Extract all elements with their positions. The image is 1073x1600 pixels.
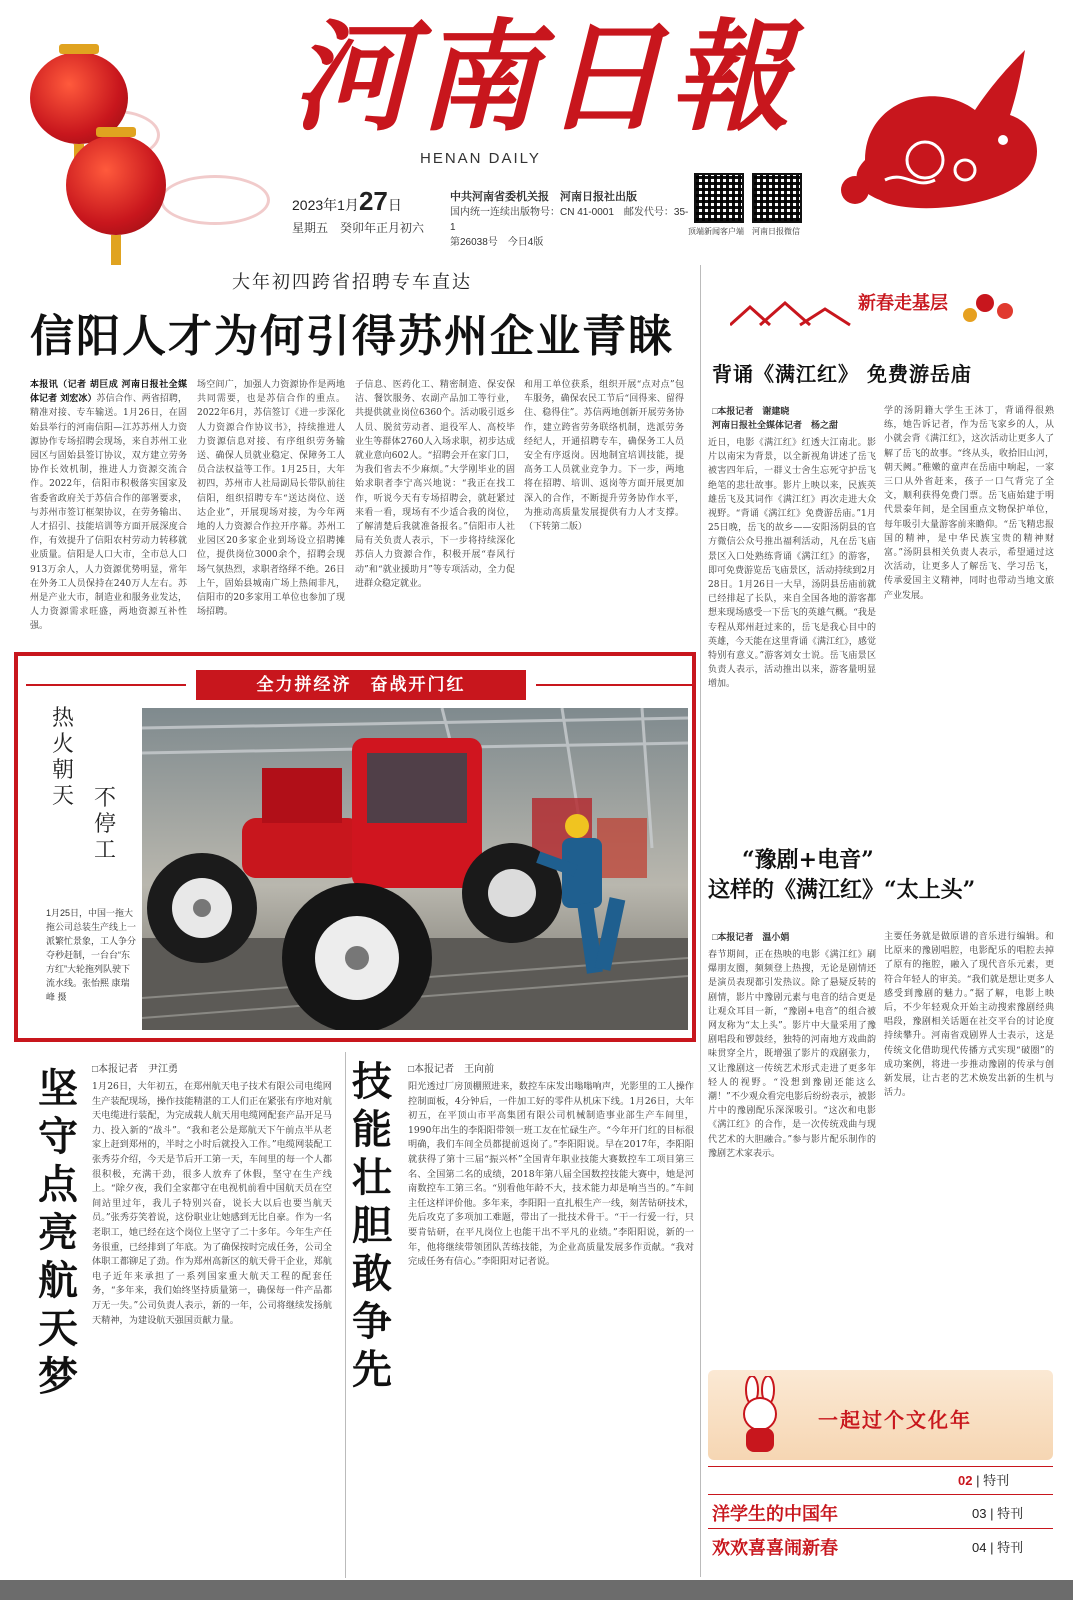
publisher-line: 中共河南省委机关报 河南日报社出版 xyxy=(450,191,637,203)
opera-story-body-col-2: 主要任务就是做原谱的音乐进行编辑。和比原来的豫剧唱腔，电影配乐的唱腔去掉了原有的拖腔，融入了现代音乐元素，更符合年轻人的审美。“我们就是想让更多人感受到豫剧的魅力。”据了解，电影上映后，不少年轻观众开始主动搜索豫剧经典唱段，豫剧相关话题在社交平台的讨论度持续攀升。河南省戏剧界人士表示，这是传统文化借助现代传播方式实现“破圈”的成功案例，将进一步推动豫剧的传承与创新发展，让古老的艺术焕发出新的生机与活力。 xyxy=(884,932,1054,1099)
section-label: 新春走基层 xyxy=(858,293,948,314)
feature-photo-box xyxy=(14,652,696,1042)
page-number: 03 xyxy=(972,1506,987,1521)
page-tag: 特刊 xyxy=(983,1473,1010,1488)
feature-banner: 全力拼经济 奋战开门红 xyxy=(196,670,526,700)
qr-code-icon[interactable] xyxy=(752,173,802,223)
yue-temple-byline: □本报记者 谢建晓 xyxy=(712,406,790,416)
lead-story-column-4: 和用工单位获系，组织开展“点对点”包车服务，确保农民工节后“回得来、留得住、稳得住”。苏信两地创新开展劳务协作，建立跨省劳务联络机制，选派劳务经纪人，开通招聘专车，确保务工人员安全有序返岗。因地制宜培训技能，提高务工人员就业竞争力。下一步，两地将在招聘、培训、返岗等方面开展更加深入的合作，不断提升劳务协作水平，为推动高质量发展提供有力人才支撑。（下转第二版） xyxy=(524,380,684,533)
column-divider xyxy=(345,1052,346,1578)
lead-story-column-3: 子信息、医药化工、精密制造、保安保洁、餐饮服务、农副产品加工等行业，共提供就业岗位6360个。活动吸引返乡人员、脱贫劳动者、退役军人、高校毕业生等群体2760人入场求职，初步达成就业意向602人。“招聘会开在家门口，为我们省去不少麻烦。”大学刚毕业的固始求职者李宁高兴地说：“我正在找工作，听说今天有专场招聘会，就赶紧过来看一看，现场有不少适合我的岗位，了解清楚后我就准备报名。”信阳市人社局有关负责人表示，下一步将持续深化苏信人力资源合作，积极开展“春风行动”和“就业援助月”等专项活动，全力促进群众稳定就业。 xyxy=(355,380,515,589)
weekday-lunar-date: 星期五 癸卯年正月初六 xyxy=(292,221,425,235)
space-story-byline: □本报记者 尹江勇 xyxy=(92,1064,179,1075)
yue-temple-byline-2: 河南日报社全媒体记者 杨之甜 xyxy=(712,420,839,430)
column-divider xyxy=(700,265,701,1577)
skill-story-byline: □本报记者 王向前 xyxy=(408,1064,495,1075)
lead-story-column-2: 场空间广，加强人力资源协作是两地共同需要，也是苏信合作的重点。2022年6月，苏信签订《进一步深化人力资源合作协议书》，持续推进人力资源信息对接、有序组织劳务输送、确保人员就业稳定、保障务工人员合法权益等工作。1月25日，大年初四，苏州市人社局副局长带队前往信阳，组织招聘专车“送达岗位、送达企业”，开展现场对接，为今年两地的人力资源合作拉开序幕。苏州工业园区20多家企业到场设立招聘摊位，提供岗位3000余个，招聘会现场气氛热烈，求职者络绎不绝。26日上午，固始县城南广场上热闹非凡，信阳市的20多家用工单位也参加了现场招聘。 xyxy=(197,380,345,618)
opera-story-byline: □本报记者 温小娟 xyxy=(712,932,790,942)
tractor-assembly-photo[interactable] xyxy=(142,708,688,1030)
skill-story-title[interactable]: 技能壮胆敢争先 xyxy=(352,1058,392,1393)
date-prefix: 2023年1月 xyxy=(292,197,359,213)
opera-story-headline-line-1[interactable]: “豫剧+电音” xyxy=(742,847,874,873)
page-tag: 特刊 xyxy=(997,1540,1024,1555)
index-page-number: 04 | 特刊 xyxy=(972,1540,1024,1555)
skill-story-body: 阳光透过厂房顶棚照进来，数控车床发出嗡嗡响声，光影里的工人操作控制面板，4分钟后，一件加工好的零件从机床下线。1月26日，大年初五，在平顶山市平高集团有限公司机械制造事业部生产车间里，1990年出生的李阳阳带领一班工友在忙碌生产。“今年开门红的目标很明确，我们车间全员都提前返岗了。”李阳阳说。早在2017年，李阳阳就获得了第十三届“振兴杯”全国青年职业技能大赛数控车工项目第三名、全国第二名的成绩，2018年第八届全国数控技能大赛中，她是河南数控车工第三名。“别看他年龄不大，技术能力却是响当当的。”车间主任这样评价他。多年来，李阳阳一直扎根生产一线，刻苦钻研技术，先后攻克了多项加工难题，带出了一批技术骨干。“干一行爱一行，只要肯钻研，在平凡岗位上也能干出不平凡的业绩。”李阳阳说，新的一年，他将继续带领团队苦练技能，为企业高质量发展多作贡献。“我对完成任务有信心。”李阳阳对记者说。 xyxy=(408,1081,694,1268)
index-page-number: 03 | 特刊 xyxy=(972,1506,1024,1521)
publication-info xyxy=(450,190,690,250)
lead-story-kicker: 大年初四跨省招聘专车直达 xyxy=(232,272,472,293)
newspaper-logo-english: HENAN DAILY xyxy=(420,150,541,167)
new-year-section-logo xyxy=(730,285,1030,333)
date-day: 27 xyxy=(358,186,388,216)
lead-story-headline[interactable]: 信阳人才为何引得苏州企业青睐 xyxy=(30,311,674,362)
index-page-number: 02 | 特刊 xyxy=(958,1473,1010,1488)
space-story-body: 1月26日，大年初五，在郑州航天电子技术有限公司电缆网生产装配现场，操作技能精湛的工人们正在紧张有序地对航天电缆进行装配，为完成载人航天用电缆网配套产品开足马力、投入新的“战斗”。“我和老公是郑航天下午前点半从老家上赶到郑州的，半时之小时后就投入工作。”电缆网装配工张秀芬介绍，今天是节后开工第一天，车间里的每一个人都很积极，充满干劲，很多人放弃了休假，坚守在生产线上。“除夕夜，我们全家都守在电视机前看中国航天员在空间站里过年，我儿子特别兴奋，说长大以后也要当航天员。”张秀芬笑着说，这份职业让她感到无比自豪。作为一名老职工，她已经在这个岗位上坚守了二十多年。今年生产任务很重，已经排到了年底。为了确保按时完成任务，公司全体职工都铆足了劲。作为郑州高新区的航天骨干企业，郑航电子近年来承担了一系列国家重大航天工程的配套任务，“多年来，我们始终坚持质量第一，确保每一件产品都万无一失。”公司负责人表示，新的一年，公司将继续发扬航天精神，为建设航天强国贡献力量。 xyxy=(92,1081,332,1326)
bottom-strip xyxy=(0,1580,1073,1600)
index-divider xyxy=(708,1528,1053,1529)
culture-year-banner[interactable] xyxy=(708,1370,1053,1460)
date-block xyxy=(292,186,442,236)
newspaper-logo: 河南日報 xyxy=(292,7,796,148)
index-item-new-spring[interactable]: 欢欢喜喜闹新春 xyxy=(712,1538,838,1559)
masthead xyxy=(0,0,1073,250)
lead-story-text: 苏信合作、两省招聘，精准对接、专车输送。1月26日，在固始县举行的河南信阳—江苏苏州人力资源协作专场招聘会现场，来自苏州工业园区与固始县签订协议，双方建立劳务协作长效机制，推进人力资源交流合作。2022年，信阳市积极落实国家及省委省政府关于苏信合作的部署要求，与苏州市签订框架协议，在劳务输出、人才招引、技能培训等方面开展深度合作，有效提升了信阳农村劳动力转移就业质量。信阳是人口大市，全市总人口913万余人，人力资源优势明显，常年在外务工人员保持在240万人左右。苏州是产业大市，制造业和服务业发达，人力资源需求旺盛，两地资源互补性强。 xyxy=(30,394,187,632)
rabbit-mascot-icon xyxy=(726,1376,796,1456)
culture-year-text: 一起过个文化年 xyxy=(818,1408,972,1432)
photo-caption: 1月25日，中国一拖大拖公司总装生产线上一派繁忙景象，工人争分夺秒赶制，一台台“东方红”大轮拖列队驶下流水线。张怡熙 康瑞峰 摄 xyxy=(46,908,137,1002)
index-item-foreign-students[interactable]: 洋学生的中国年 xyxy=(712,1504,838,1525)
yue-temple-headline[interactable]: 背诵《满江红》 免费游岳庙 xyxy=(712,362,972,386)
lead-story-column-1 xyxy=(30,378,187,644)
date-suffix: 日 xyxy=(387,197,402,213)
space-story-title[interactable]: 坚守点亮航天梦 xyxy=(38,1065,78,1400)
opera-story-body-col-1: 春节期间，正在热映的电影《满江红》刷爆朋友圈，频频登上热搜，无论是剧情还是演员表现都引发热议。除了悬疑反转的剧情，影片中豫剧元素与电音的结合更是让观众耳目一新，“豫剧+电音”的组合被网友称为“太上头”。影片中大量采用了豫剧唱段和锣鼓经，独特的河南地方戏曲韵味贯穿全片，既增强了影片的戏剧张力，又让豫剧这一传统艺术形式走进了更多年轻人的视野。“没想到豫剧还能这么潮！”不少观众看完电影后纷纷表示，被影片中的豫剧配乐深深吸引。“这次和电影《满江红》的合作，是一次传统戏曲与现代艺术的大胆融合。”参与影片配乐制作的豫剧艺术家表示。 xyxy=(708,950,876,1159)
issue-number-line: 第26038号 今日4版 xyxy=(450,237,544,248)
lead-story-byline: 本报讯（记者 胡巨成 河南日报社全媒体记者 刘宏冰） xyxy=(30,380,187,405)
qr-code-icon[interactable] xyxy=(694,173,744,223)
lantern-icon xyxy=(66,135,166,235)
page-number: 04 xyxy=(972,1540,987,1555)
yue-temple-body-col-1: 近日，电影《满江红》红透大江南北。影片以南宋为背景，以全新视角讲述了岳飞被害四年后，一群义士舍生忘死守护岳飞绝笔的悲壮故事。影片上映以来，民族英雄岳飞及其词作《满江红》再次走进大众视野。“背诵《满江红》免费游岳庙。”1月25日晚，岳飞的故乡——安阳汤阴县的官方微信公众号推出福利活动，凡在岳飞庙景区入口处熟练背诵《满江红》的游客，即可免费游览岳飞庙景区，活动持续到2月28日。1月26日一大早，汤阴县岳庙前就已经排起了长队，来自全国各地的游客都想来现场感受一下岳飞的英雄气概。“我是专程从郑州赶过来的，岳飞是我心目中的英雄，今天能在这里背诵《满江红》，感觉特别有意义。”游客刘女士说。岳飞庙景区负责人表示，活动推出以来，游客量明显增加。 xyxy=(708,438,876,690)
qr-caption: 顶端新闻客户端 河南日报微信 xyxy=(688,227,800,236)
page-number: 02 xyxy=(958,1473,973,1488)
page-tag: 特刊 xyxy=(997,1506,1024,1521)
paper-cut-rabbit-icon xyxy=(825,40,1055,220)
index-divider xyxy=(708,1466,1053,1467)
feature-title-part-1: 热火朝天 xyxy=(52,706,75,809)
feature-title-part-2: 不停工 xyxy=(94,786,117,863)
opera-story-headline-line-2[interactable]: 这样的《满江红》“太上头” xyxy=(708,877,976,903)
issue-date xyxy=(292,186,442,217)
yue-temple-body-col-2: 学的汤阴籍大学生王沐丁，背诵得很熟练，她告诉记者，作为岳飞家乡的人，从小就会背《满江红》，这次活动让更多人了解了岳飞的故事。“终从头，收拾旧山河，朝天阙。”稚嫩的童声在岳庙中响起，一家三口从外省赶来，孩子一口气背完了全文，顺利获得免费门票。岳飞庙始建于明代景泰年间，是全国重点文物保护单位，每年吸引大量游客前来瞻仰。“岳飞精忠报国的精神，是中华民族宝贵的精神财富。”汤阴县相关负责人表示，希望通过这次活动，让更多人了解岳飞、学习岳飞，传承爱国主义精神，同时也带动当地文旅产业发展。 xyxy=(884,406,1054,601)
index-divider xyxy=(708,1494,1053,1495)
cloud-ornament xyxy=(160,175,270,225)
serial-number-line: 国内统一连续出版物号：CN 41-0001 邮发代号：35-1 xyxy=(450,207,689,233)
